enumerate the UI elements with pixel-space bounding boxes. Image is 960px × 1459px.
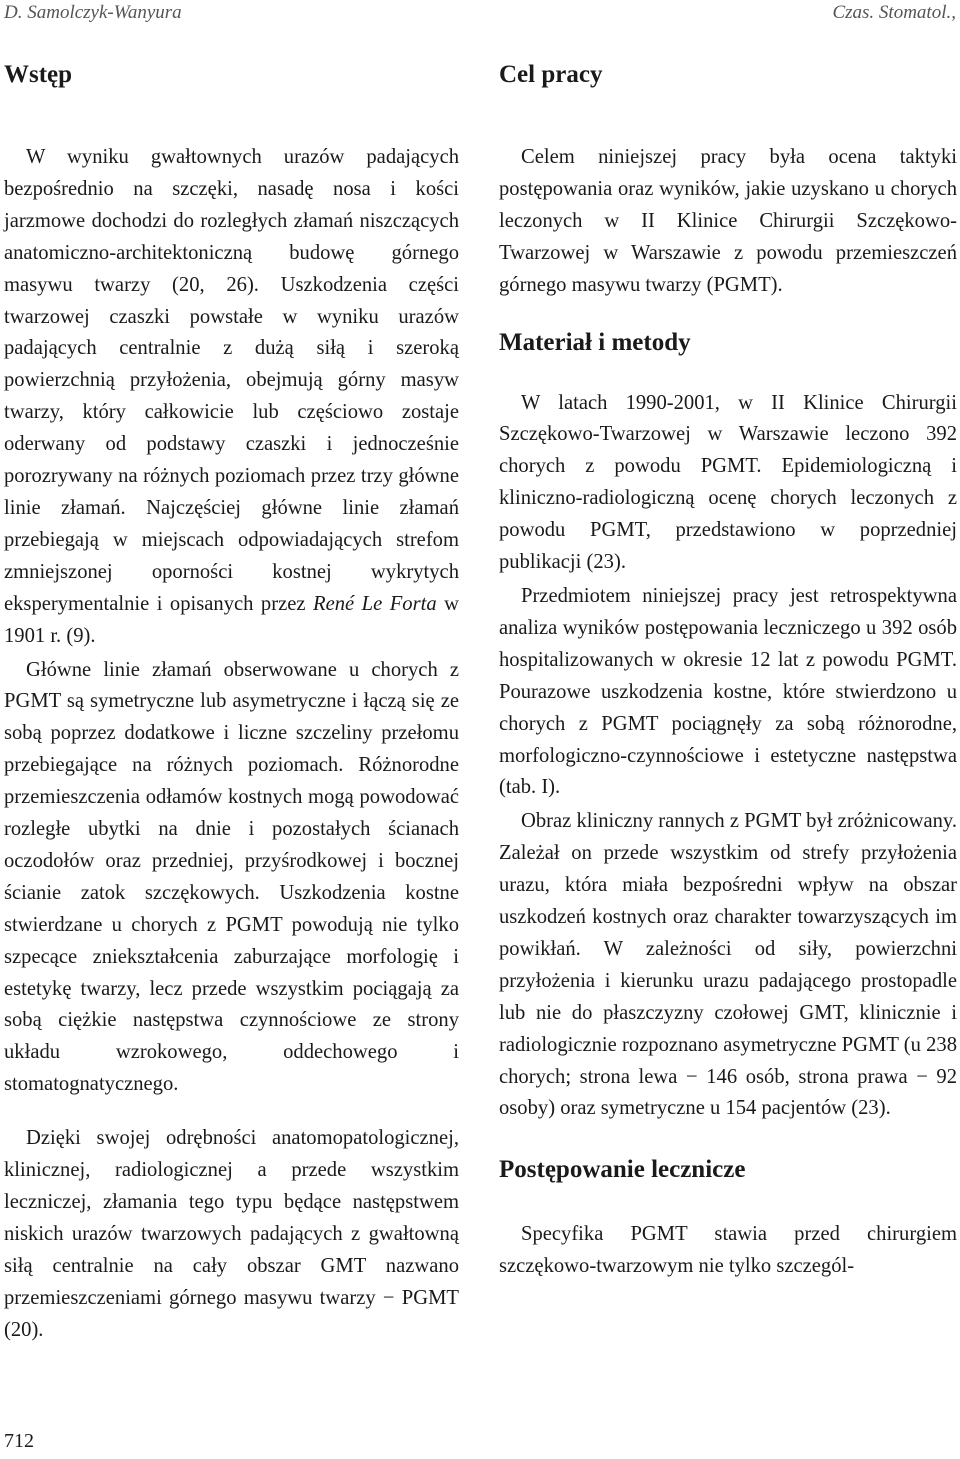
page-number: 712 — [4, 1430, 34, 1452]
section-heading-cel-pracy: Cel pracy — [499, 61, 603, 88]
section-heading-material-i-metody: Materiał i metody — [499, 328, 691, 356]
section-heading-wstep: Wstęp — [4, 61, 73, 88]
paragraph — [4, 142, 459, 653]
paragraph-text: w 1901 r. (9). — [4, 592, 459, 647]
paragraph-text: W wyniku gwałtownych urazów padających bezpośrednio na szczęki, nasadę nosa i kości jarzmowe dochodzi do rozległych złamań niszczących anatomiczno-architektoniczną budowę górnego masywu twarzy (20, 26). Uszkodzenia części twarzowej czaszki powstałe w wyniku urazów padających centralnie z dużą siłą i szeroką powierzchnią przyłożenia, obejmują górny masyw twarzy, który całkowicie lub częściowo zostaje oderwany od podstawy czaszki i jednocześnie porozrywany na różnych poziomach przez trzy główne linie złamań. Najczęściej główne linie złamań przebiegają w miejscach odpowiadających strefom zmniejszonej oporności kostnej wykrytych eksperymentalnie i opisanych przez — [4, 146, 459, 615]
running-head-journal: Czas. Stomatol., — [832, 2, 956, 23]
paragraph: Celem niniejszej pracy była ocena taktyki postępowania oraz wyników, jakie uzyskano u chorych leczonych w II Klinice Chirurgii Szczękowo-Twarzowej w Warszawie z powodu przemieszczeń górnego masywu twarzy (PGMT). — [499, 146, 957, 296]
running-head-author: D. Samolczyk-Wanyura — [4, 2, 182, 23]
paragraph: Przedmiotem niniejszej pracy jest retrospektywna analiza wyników postępowania leczniczego u 392 osób hospitalizowanych w okresie 12 lat z powodu PGMT. Pourazowe uszkodzenia kostne, które stwierdzono u chorych z PGMT pociągnęły za sobą różnorodne, morfologiczno-czynnościowe i estetyczne następstwa (tab. I). — [499, 584, 957, 799]
author-name: René Le Forta — [312, 592, 437, 615]
left-column — [4, 50, 459, 1347]
paragraph: W latach 1990-2001, w II Klinice Chirurgii Szczękowo-Twarzowej w Warszawie leczono 392 chorych z powodu PGMT. Epidemiologiczną i kliniczno-radiologiczną ocenę chorych leczonych z powodu PGMT, przedstawiono w poprzedniej publikacji (23). — [499, 391, 957, 574]
paragraph: Obraz kliniczny rannych z PGMT był zróżnicowany. Zależał on przede wszystkim od strefy przyłożenia urazu, która miała bezpośredni wpływ na obszar uszkodzeń kostnych oraz charakter towarzyszących im powikłań. W zależności od siły, powierzchni przyłożenia i kierunku urazu padającego prostopadle lub nie do płaszczyzny czołowej GMT, klinicznie i radiologicznie rozpoznano asymetryczne PGMT (u 238 chorych; strona lewa − 146 osób, strona prawa − 92 osoby) oraz symetryczne u 154 pacjentów (23). — [499, 810, 957, 1120]
right-column — [499, 50, 957, 1283]
paragraph: Dzięki swojej odrębności anatomopatologicznej, klinicznej, radiologicznej a przede wszystkim leczniczej, złamania tego typu będące następstwem niskich urazów twarzowych padających z gwałtowną siłą centralnie na cały obszar GMT nazwano przemieszczeniami górnego masywu twarzy − PGMT (20). — [4, 1127, 459, 1341]
section-heading-postepowanie-lecznicze: Postępowanie lecznicze — [499, 1156, 746, 1184]
paragraph: Główne linie złamań obserwowane u chorych z PGMT są symetryczne lub asymetryczne i łączą się ze sobą poprzez dodatkowe i liczne szczeliny przełomu przebiegające na różnych poziomach. Różnorodne przemieszczenia odłamów kostnych mogą powodować rozległe ubytki na dnie i pozostałych ścianach oczodołów oraz przedniej, przyśrodkowej i bocznej ścianie zatok szczękowych. Uszkodzenia kostne stwierdzane u chorych z PGMT powodują nie tylko szpecące zniekształcenia zaburzające morfologię i estetykę twarzy, lecz przede wszystkim pociągają za sobą ciężkie następstwa czynnościowe ze strony układu wzrokowego, oddechowego i stomatognatycznego. — [4, 658, 459, 1096]
running-head — [4, 2, 956, 26]
paragraph: Specyfika PGMT stawia przed chirurgiem szczękowo-twarzowym nie tylko szczegól- — [499, 1223, 957, 1278]
